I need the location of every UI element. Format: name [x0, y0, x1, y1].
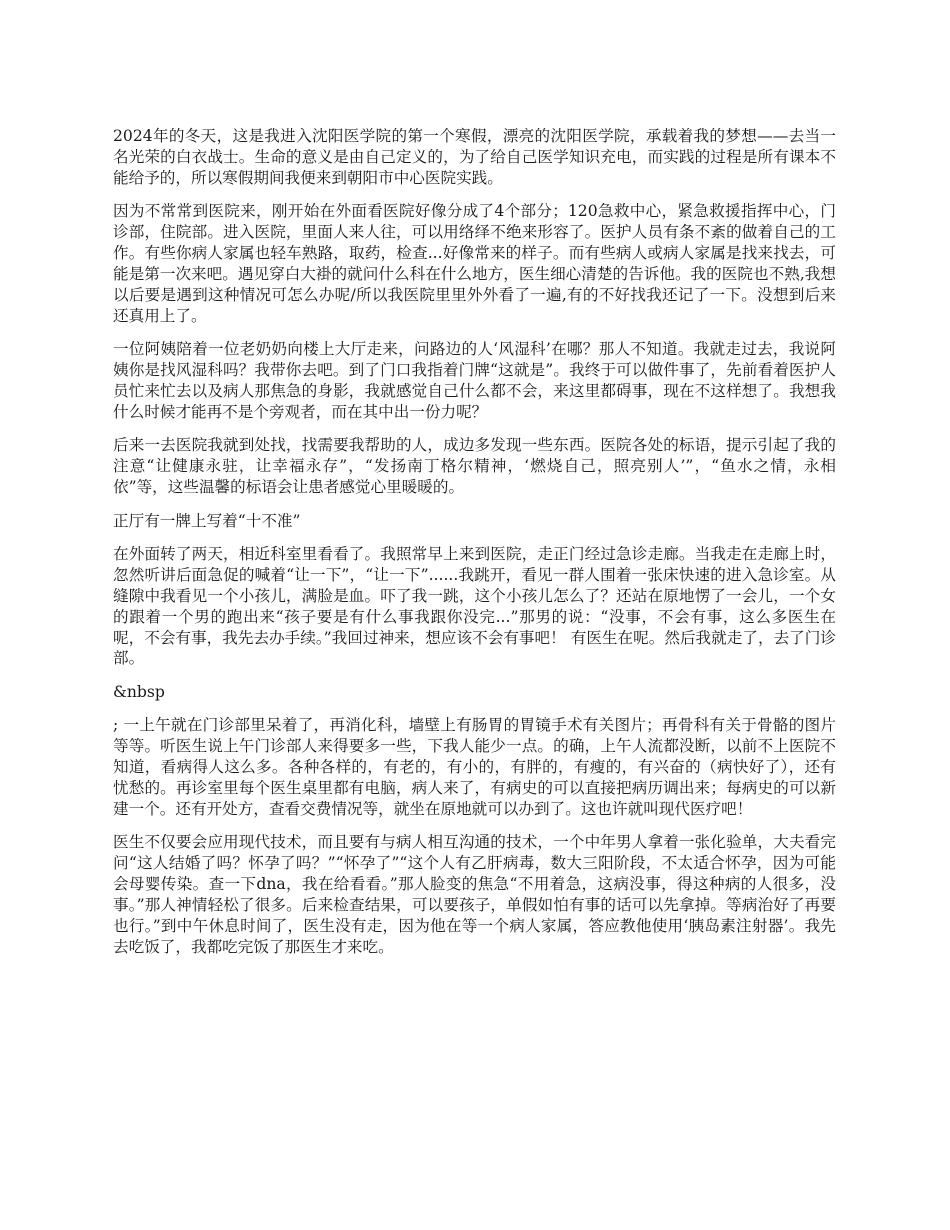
paragraph-nbsp-artifact: &nbsp [113, 682, 165, 701]
paragraph-emergency-corridor: 在外面转了两天，相近科室里看看了。我照常早上来到医院，走正门经过急诊走廊。当我走在走廊上时，忽然听讲后面急促的喊着“让一下”，“让一下”......我跳开，看见一群人围着一张床快速的进入急诊室。从缝隙中我看见一个小孩儿，满脸是血。吓了我一跳，这个小孩儿怎么了？还站在原地愣了一会儿，一个女的跟着一个男的跑出来“孩子要是有什么事我跟你没完...”那男的说：“没事，不会有事，这么多医生在呢，不会有事，我先去办手续。”我回过神来，想应该不会有事吧！ 有医生在呢。然后我就走了，去了门诊部。 [113, 544, 836, 668]
paragraph-outpatient-morning: ; 一上午就在门诊部里呆着了，再消化科，墙壁上有肠胃的胃镜手术有关图片；再骨科有关于骨骼的图片等等。听医生说上午门诊部人来得要多一些，下我人能少一点。的确，上午人流都没断，以前不上医院不知道，看病得人这么多。各种各样的，有老的，有小的，有胖的，有瘦的，有兴奋的（病快好了），还有忧愁的。再诊室里每个医生桌里都有电脑，病人来了，有病史的可以直接把病历调出来；每病史的可以新建一个。还有开处方，查看交费情况等，就坐在原地就可以办到了。这也许就叫现代医疗吧！ [113, 716, 836, 818]
paragraph-winter-break-intro: 2024年的冬天，这是我进入沈阳医学院的第一个寒假，漂亮的沈阳医学院，承载着我的梦想——去当一名光荣的白衣战士。生命的意义是由自己定义的，为了给自己医学知识充电，而实践的过程是所有课本不能给予的，所以寒假期间我便来到朝阳市中心医院实践。 [113, 127, 836, 187]
paragraph-ten-prohibitions: 正厅有一牌上写着“十不准” [113, 511, 301, 530]
document-body [113, 126, 836, 970]
paragraph-hospital-slogans: 后来一去医院我就到处找，找需要我帮助的人，成边多发现一些东西。医院各处的标语，提示引起了我的注意“让健康永驻，让幸福永存”，“发扬南丁格尔精神，‘燃烧自己，照亮别人’”，“鱼水之情，永相依”等，这些温馨的标语会让患者感觉心里暖暖的。 [113, 436, 836, 497]
paragraph-doctor-communication: 医生不仅要会应用现代技术，而且要有与病人相互沟通的技术，一个中年男人拿着一张化验单，大夫看完问“这人结婚了吗？怀孕了吗？”“怀孕了”“这个人有乙肝病毒，数大三阳阶段，不太适合怀孕，因为可能会母婴传染。查一下dna，我在给看看。”那人脸变的焦急“不用着急，这病没事，得这种病的人很多，没事。”那人神情轻松了很多。后来检查结果，可以要孩子，单假如怕有事的话可以先拿掉。等病治好了再要也行。”到中午休息时间了，医生没有走，因为他在等一个病人家属，答应教他使用‘胰岛素注射器’。我先去吃饭了，我都吃完饭了那医生才来吃。 [113, 833, 836, 956]
paragraph-hospital-layout: 因为不常常到医院来，刚开始在外面看医院好像分成了4个部分；120急救中心，紧急救援指挥中心，门诊部，住院部。进入医院，里面人来人往，可以用络绎不绝来形容了。医护人员有条不紊的做着自己的工作。有些你病人家属也轻车熟路，取药，检查...好像常来的样子。而有些病人或病人家属是找来找去，可能是第一次来吧。遇见穿白大褂的就问什么科在什么地方，医生细心清楚的告诉他。我的医院也不熟,我想以后要是遇到这种情况可怎么办呢/所以我医院里里外外看了一遍,有的不好找我还记了一下。没想到后来还真用上了。 [113, 202, 836, 325]
paragraph-helping-grandmother: 一位阿姨陪着一位老奶奶向楼上大厅走来，问路边的人‘风湿科’在哪？那人不知道。我就走过去，我说阿姨你是找风湿科吗？我带你去吧。到了门口我指着门牌“这就是”。我终于可以做件事了，先前看着医护人员忙来忙去以及病人那焦急的身影，我就感觉自己什么都不会，来这里都碍事，现在不这样想了。我想我什么时候才能再不是个旁观者，而在其中出一份力呢？ [113, 340, 836, 421]
